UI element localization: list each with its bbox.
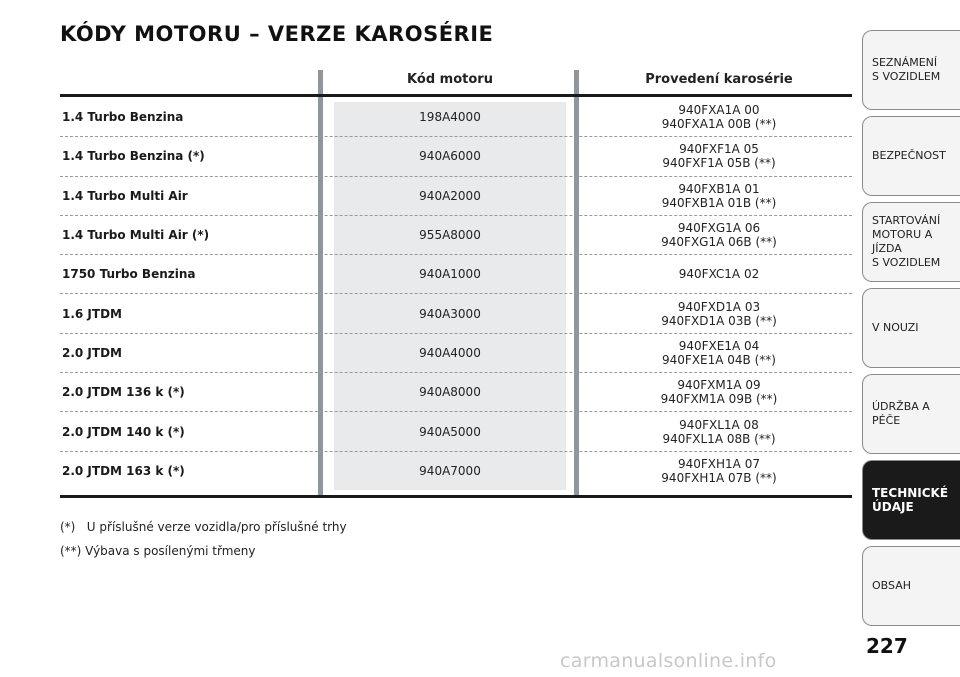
engine-name: 1.6 JTDM <box>62 306 122 321</box>
engine-name: 1.4 Turbo Benzina (*) <box>62 149 205 164</box>
engine-name: 1750 Turbo Benzina <box>62 267 196 282</box>
tab-label: SEZNÁMENÍ S VOZIDLEM <box>872 56 941 83</box>
body-version-line: 940FXC1A 02 <box>678 267 760 282</box>
body-version-line: 940FXA1A 00B (**) <box>661 117 777 132</box>
table-row <box>60 334 852 373</box>
engine-code: 198A4000 <box>419 110 481 125</box>
body-version <box>586 373 852 411</box>
tab-1[interactable] <box>862 30 960 110</box>
footnote-double-star: (**) Výbava s posílenými třmeny <box>60 544 256 558</box>
body-version <box>586 98 852 136</box>
engine-name: 1.4 Turbo Multi Air (*) <box>62 228 210 243</box>
engine-code: 940A1000 <box>419 267 481 282</box>
body-version-line: 940FXM1A 09 <box>677 378 761 393</box>
engine-code: 940A5000 <box>419 424 481 439</box>
tab-6[interactable] <box>862 460 960 540</box>
table-row <box>60 216 852 255</box>
body-version-line: 940FXG1A 06 <box>677 221 761 236</box>
engine-name: 2.0 JTDM <box>62 345 122 360</box>
table-row <box>60 373 852 412</box>
table-row <box>60 295 852 334</box>
header-body-version: Provedení karosérie <box>645 72 793 87</box>
footnote-single-star: (*) U příslušné verze vozidla/pro příslušné trhy <box>60 520 347 534</box>
body-version-line: 940FXB1A 01 <box>678 181 760 196</box>
engine-code: 955A8000 <box>419 228 481 243</box>
tab-label: BEZPEČNOST <box>872 149 946 162</box>
body-version-line: 940FXD1A 03 <box>677 299 761 314</box>
page-title: KÓDY MOTORU – VERZE KAROSÉRIE <box>60 22 494 46</box>
engine-code: 940A3000 <box>419 306 481 321</box>
body-version-line: 940FXE1A 04B (**) <box>662 352 776 367</box>
table-top-rule <box>60 94 852 97</box>
tab-5[interactable] <box>862 374 960 454</box>
body-version <box>586 255 852 293</box>
tab-label: OBSAH <box>872 579 911 592</box>
body-version <box>586 412 852 450</box>
body-version-line: 940FXL1A 08 <box>679 417 759 432</box>
body-version <box>586 216 852 254</box>
watermark: carmanualsonline.info <box>560 650 777 672</box>
table-bottom-rule <box>60 495 852 498</box>
tab-label: TECHNICKÉ ÚDAJE <box>872 486 949 514</box>
engine-name: 2.0 JTDM 163 k (*) <box>62 464 185 479</box>
engine-code: 940A2000 <box>419 188 481 203</box>
body-version-line: 940FXL1A 08B (**) <box>662 431 776 446</box>
body-version-line: 940FXF1A 05B (**) <box>662 156 776 171</box>
body-version-line: 940FXM1A 09B (**) <box>660 392 778 407</box>
engine-name: 1.4 Turbo Benzina <box>62 110 184 125</box>
tab-label: ÚDRŽBA A PÉČE <box>872 400 930 427</box>
body-version-line: 940FXB1A 01B (**) <box>661 195 777 210</box>
body-version <box>586 334 852 372</box>
body-version <box>586 177 852 215</box>
table-row <box>60 255 852 294</box>
body-version <box>586 452 852 491</box>
header-engine-code: Kód motoru <box>407 72 493 87</box>
body-version-line: 940FXE1A 04 <box>678 338 760 353</box>
engine-code: 940A8000 <box>419 385 481 400</box>
engine-code: 940A7000 <box>419 464 481 479</box>
tab-4[interactable] <box>862 288 960 368</box>
body-version-line: 940FXF1A 05 <box>679 142 759 157</box>
body-version <box>586 137 852 175</box>
tab-3[interactable] <box>862 202 960 282</box>
page-number: 227 <box>866 634 908 658</box>
body-version-line: 940FXD1A 03B (**) <box>661 313 777 328</box>
body-version <box>586 295 852 333</box>
table-row <box>60 412 852 451</box>
table-row <box>60 177 852 216</box>
tab-label: STARTOVÁNÍ MOTORU A JÍZDA S VOZIDLEM <box>872 214 941 269</box>
engine-name: 1.4 Turbo Multi Air <box>62 188 188 203</box>
table-row <box>60 98 852 137</box>
engine-code: 940A4000 <box>419 345 481 360</box>
table-row <box>60 452 852 491</box>
tab-label: V NOUZI <box>872 321 919 334</box>
tab-2[interactable] <box>862 116 960 196</box>
body-version-line: 940FXH1A 07 <box>678 457 760 472</box>
tab-7[interactable] <box>862 546 960 626</box>
engine-name: 2.0 JTDM 140 k (*) <box>62 424 185 439</box>
body-version-line: 940FXG1A 06B (**) <box>661 235 777 250</box>
engine-code: 940A6000 <box>419 149 481 164</box>
body-version-line: 940FXH1A 07B (**) <box>661 471 777 486</box>
table-row <box>60 137 852 176</box>
body-version-line: 940FXA1A 00 <box>678 103 760 118</box>
engine-name: 2.0 JTDM 136 k (*) <box>62 385 185 400</box>
